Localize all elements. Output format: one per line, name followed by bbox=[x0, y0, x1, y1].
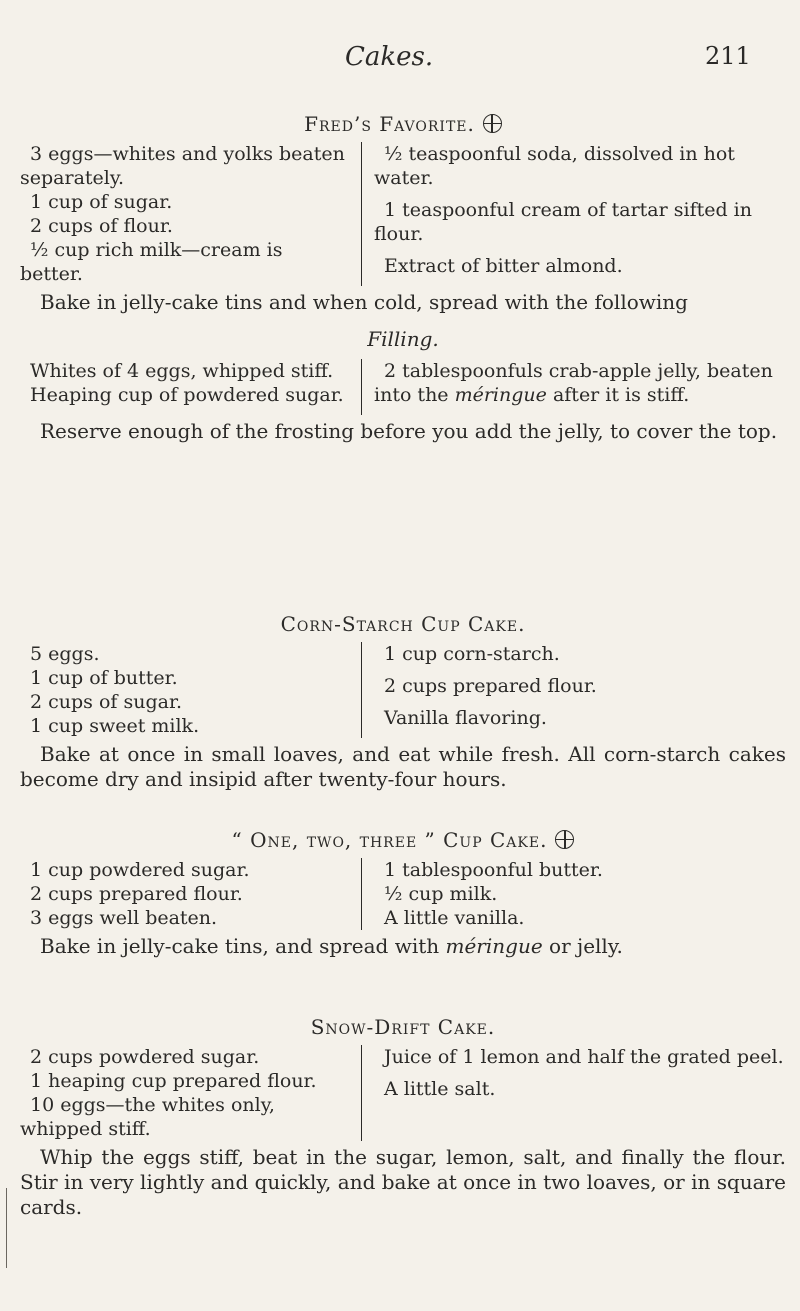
ingredient: 2 cups prepared flour. bbox=[384, 675, 597, 697]
ingredients bbox=[20, 1045, 786, 1141]
ingredients-left bbox=[20, 858, 362, 930]
meringue-term: méringue bbox=[445, 934, 543, 958]
recipe-title bbox=[20, 1015, 786, 1039]
ingredient: 1 heaping cup prepared flour. bbox=[30, 1070, 317, 1092]
ingredients-right bbox=[362, 858, 786, 930]
recipe-snow-drift-cake bbox=[20, 1015, 786, 1220]
ingredient: A little salt. bbox=[384, 1078, 496, 1100]
ingredient: 2 cups of flour. bbox=[30, 215, 173, 237]
filling-text: after it is stiff. bbox=[546, 384, 690, 406]
ingredients bbox=[20, 642, 786, 738]
instructions-text: or jelly. bbox=[542, 934, 623, 958]
meringue-term: méringue bbox=[454, 384, 547, 406]
ingredient: Whites of 4 eggs, whipped stiff. bbox=[30, 360, 334, 382]
filling-left bbox=[20, 359, 362, 415]
recipe-title bbox=[20, 612, 786, 636]
recipe-title-text: Corn-Starch Cup Cake. bbox=[280, 612, 526, 636]
ingredients-right bbox=[362, 142, 786, 286]
running-head bbox=[0, 42, 800, 82]
filling-ingredients bbox=[20, 359, 786, 415]
filling-text: 2 tablespoonfuls crab-apple jelly, beaten into the bbox=[374, 360, 773, 406]
cross-circle-icon bbox=[555, 830, 574, 849]
ingredient: 2 cups prepared flour. bbox=[30, 883, 243, 905]
ingredient: ½ cup milk. bbox=[384, 883, 498, 905]
cross-circle-icon bbox=[483, 114, 502, 133]
recipe-title-text: “ One, two, three ” Cup Cake. bbox=[231, 828, 548, 852]
page-number: 211 bbox=[705, 42, 751, 70]
ingredient: 1 tablespoonful butter. bbox=[384, 859, 603, 881]
ingredient: 3 eggs—whites and yolks beaten separately. bbox=[20, 143, 345, 189]
ingredients bbox=[20, 858, 786, 930]
ingredient: Extract of bitter almond. bbox=[384, 255, 623, 277]
ingredient: 1 teaspoonful cream of tartar sifted in flour. bbox=[374, 199, 752, 245]
ingredient: 1 cup corn-starch. bbox=[384, 643, 560, 665]
filling-note: Reserve enough of the frosting before you add the jelly, to cover the top. bbox=[40, 419, 778, 443]
recipe-title-text: Fred’s Favorite. bbox=[304, 112, 475, 136]
ingredient: 2 cups powdered sugar. bbox=[30, 1046, 260, 1068]
ingredients-right bbox=[362, 1045, 786, 1141]
instructions: Bake in jelly-cake tins and when cold, spread with the following bbox=[40, 290, 688, 314]
filling-heading: Filling. bbox=[367, 327, 439, 351]
recipe-title bbox=[20, 828, 786, 852]
recipe-title bbox=[20, 112, 786, 136]
ingredient: Juice of 1 lemon and half the grated peel. bbox=[384, 1046, 784, 1068]
running-title: Cakes. bbox=[345, 42, 434, 72]
ingredient: Heaping cup of powdered sugar. bbox=[30, 384, 344, 406]
instructions: Whip the eggs stiff, beat in the sugar, lemon, salt, and finally the flour. Stir in very lightly and quickly, and bake at once in two loaves, or in square cards. bbox=[20, 1145, 786, 1219]
ingredient bbox=[374, 359, 786, 407]
ingredient: 1 cup of sugar. bbox=[30, 191, 173, 213]
ingredients-left bbox=[20, 1045, 362, 1141]
ingredients bbox=[20, 142, 786, 286]
ingredient: 1 cup powdered sugar. bbox=[30, 859, 250, 881]
instructions: Bake at once in small loaves, and eat while fresh. All corn-starch cakes become dry and insipid after twenty-four hours. bbox=[20, 742, 786, 791]
ingredient: ½ cup rich milk—cream is better. bbox=[20, 239, 283, 285]
ingredient: A little vanilla. bbox=[384, 907, 525, 929]
recipe-freds-favorite bbox=[20, 112, 786, 444]
ingredients-left bbox=[20, 142, 362, 286]
ingredient: ½ teaspoonful soda, dissolved in hot water. bbox=[374, 143, 735, 189]
recipe-corn-starch-cup-cake bbox=[20, 612, 786, 792]
ingredient: 3 eggs well beaten. bbox=[30, 907, 218, 929]
page-margin-line bbox=[6, 1188, 7, 1268]
ingredient: 1 cup sweet milk. bbox=[30, 715, 200, 737]
ingredient: Vanilla flavoring. bbox=[384, 707, 547, 729]
ingredient: 5 eggs. bbox=[30, 643, 100, 665]
ingredients-left bbox=[20, 642, 362, 738]
ingredient: 1 cup of butter. bbox=[30, 667, 178, 689]
instructions-text: Bake in jelly-cake tins, and spread with bbox=[40, 934, 446, 958]
instructions bbox=[20, 934, 786, 959]
ingredients-right bbox=[362, 642, 786, 738]
filling-right bbox=[362, 359, 786, 415]
ingredient: 10 eggs—the whites only, whipped stiff. bbox=[20, 1094, 275, 1140]
ingredient: 2 cups of sugar. bbox=[30, 691, 182, 713]
recipe-one-two-three-cup-cake bbox=[20, 828, 786, 959]
recipe-title-text: Snow-Drift Cake. bbox=[310, 1015, 496, 1039]
